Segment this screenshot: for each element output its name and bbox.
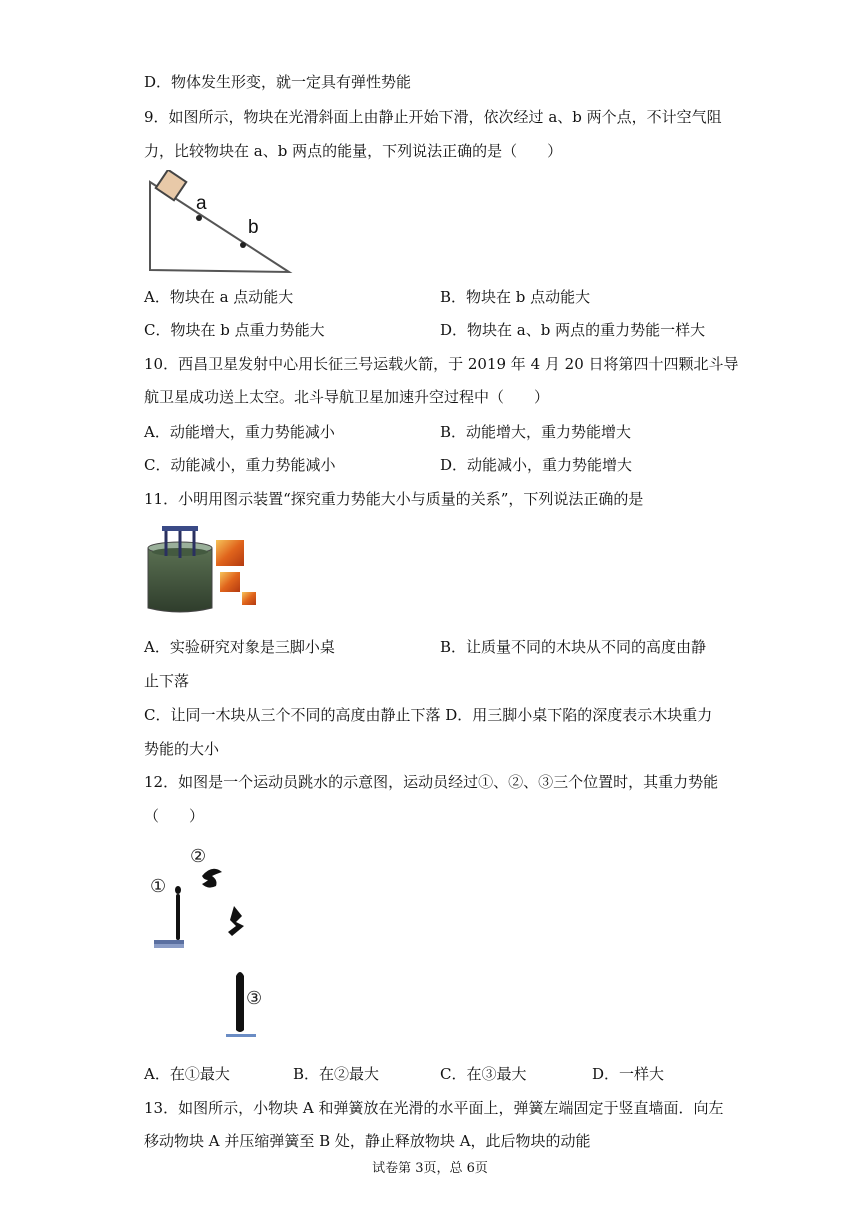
q11-option-cd-line1: C．让同一木块从三个不同的高度由静止下落 D．用三脚小桌下陷的深度表示木块重力 — [144, 706, 713, 724]
diver-position-2 — [202, 869, 222, 888]
page-footer: 试卷第 3页，总 6页 — [372, 1161, 488, 1176]
q12-stem-line1: 12．如图是一个运动员跳水的示意图，运动员经过①、②、③三个位置时，其重力势能 — [144, 773, 719, 791]
diving-board — [154, 940, 184, 948]
q9-option-c: C．物块在 b 点重力势能大 — [144, 321, 325, 339]
diver-position-1 — [175, 886, 181, 940]
point-b-marker — [240, 242, 246, 248]
q10-option-b: B．动能增大，重力势能增大 — [440, 423, 632, 441]
point-b-label: b — [248, 217, 259, 238]
q11-option-b-line2: 止下落 — [144, 672, 190, 690]
q13-stem-line2: 移动物块 A 并压缩弹簧至 B 处，静止释放物块 A，此后物块的动能 — [144, 1132, 591, 1150]
q12-option-a: A．在①最大 — [144, 1065, 230, 1083]
diving-diagram — [146, 840, 276, 1045]
q12-option-d: D．一样大 — [592, 1065, 665, 1083]
position-1-label: ① — [150, 876, 167, 897]
wood-block-small — [242, 592, 256, 605]
position-3-label: ③ — [246, 988, 263, 1009]
q11-option-cd-line2: 势能的大小 — [144, 740, 220, 758]
q11-option-a: A．实验研究对象是三脚小桌 — [144, 638, 335, 656]
q9-stem-line2: 力，比较物块在 a、b 两点的能量，下列说法正确的是（ ） — [144, 142, 563, 160]
q8-option-d: D．物体发生形变，就一定具有弹性势能 — [144, 73, 412, 91]
q9-stem-line1: 9．如图所示，物块在光滑斜面上由静止开始下滑，依次经过 a、b 两个点，不计空气阻 — [144, 108, 722, 126]
q10-stem-line2: 航卫星成功送上太空。北斗导航卫星加速升空过程中（ ） — [144, 388, 550, 406]
q13-stem-line1: 13．如图所示，小物块 A 和弹簧放在光滑的水平面上，弹簧左端固定于竖直墙面．向左 — [144, 1099, 724, 1117]
incline-diagram — [144, 170, 294, 278]
sand-table-apparatus-figure — [144, 522, 264, 614]
three-legged-table — [162, 526, 198, 558]
q10-option-d: D．动能减小，重力势能增大 — [440, 456, 633, 474]
point-a-label: a — [196, 193, 207, 214]
q9-option-d: D．物块在 a、b 两点的重力势能一样大 — [440, 321, 706, 339]
sliding-block — [156, 170, 187, 200]
point-a-marker — [196, 215, 202, 221]
q10-option-c: C．动能减小，重力势能减小 — [144, 456, 336, 474]
diver-midair — [228, 906, 244, 936]
q11-stem-line1: 11．小明用图示装置“探究重力势能大小与质量的关系”，下列说法正确的是 — [144, 490, 644, 508]
q9-option-b: B．物块在 b 点动能大 — [440, 288, 591, 306]
position-2-label: ② — [190, 846, 207, 867]
q10-stem-line1: 10．西昌卫星发射中心用长征三号运载火箭，于 2019 年 4 月 20 日将第四十四颗北斗导 — [144, 355, 739, 373]
q12-stem-line2: （ ） — [144, 807, 205, 825]
wood-block-medium — [220, 572, 240, 592]
wood-block-large — [216, 540, 244, 566]
q11-option-b-line1: B．让质量不同的木块从不同的高度由静 — [440, 638, 707, 656]
q12-option-c: C．在③最大 — [440, 1065, 527, 1083]
q12-option-b: B．在②最大 — [293, 1065, 380, 1083]
q9-option-a: A．物块在 a 点动能大 — [144, 288, 294, 306]
q10-option-a: A．动能增大，重力势能减小 — [144, 423, 335, 441]
